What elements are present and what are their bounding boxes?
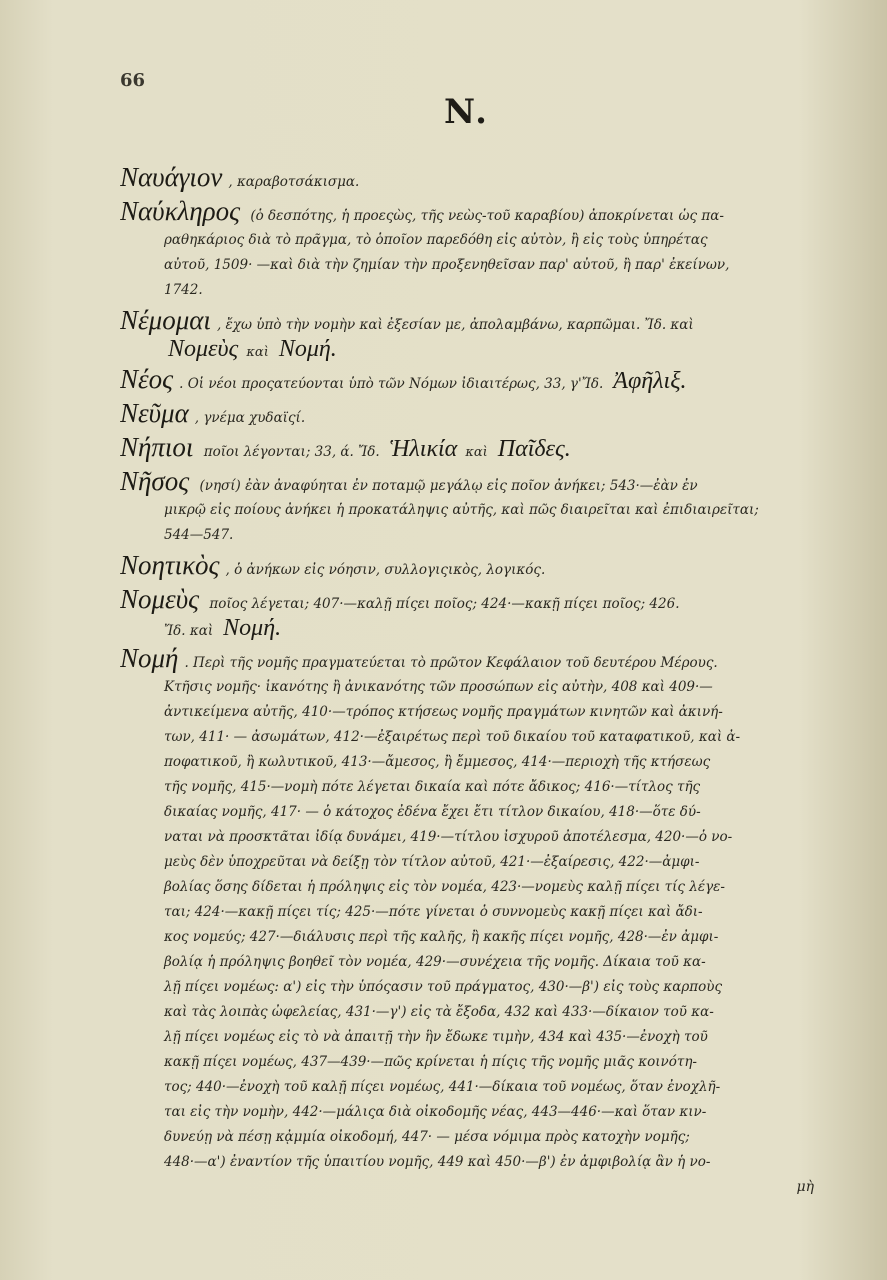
entry-line (120, 1075, 820, 1100)
entry-headword: Ναύκληρος (120, 196, 241, 226)
index-entry (120, 464, 820, 548)
entry-line (120, 1100, 820, 1125)
entry-line (120, 700, 820, 725)
entry-line (120, 582, 820, 616)
entry-text: , ἔχω ὑπὸ τὴν νομὴν καὶ ἐξεσίαν με, ἀπολαμβάνω, καρπῶμαι. Ἴδ. καὶ (216, 317, 694, 333)
entry-text: αὐτοῦ, 1509· —καὶ διὰ τὴν ζημίαν τὴν προξενηθεῖσαν παρ' αὐτοῦ, ἢ παρ' ἐκείνων, (164, 257, 730, 273)
entry-line (120, 675, 820, 700)
entry-line (120, 228, 820, 253)
catchword: μὴ (796, 1179, 814, 1195)
entry-headword: Νέμομαι (120, 305, 211, 335)
entry-line (120, 253, 820, 278)
entry-line (120, 160, 820, 194)
entry-line (120, 523, 820, 548)
index-entry (120, 430, 820, 464)
entry-line (120, 396, 820, 430)
entry-text: τος; 440·—ἐνοχὴ τοῦ καλῇ πίςει νομέως, 441·—δίκαια τοῦ νομέως, ὅταν ἐνοχλῆ- (164, 1079, 721, 1095)
entry-text: κος νομεύς; 427·—διάλυσις περὶ τῆς καλῆς, ἢ κακῆς πίςει νομῆς, 428·—ἐν ἀμφι- (164, 929, 719, 945)
section-letter: Ν. (444, 92, 487, 132)
entry-line (120, 430, 820, 464)
index-entry (120, 548, 820, 582)
entry-line (120, 337, 820, 362)
entry-headword: Νεῦμα (120, 398, 189, 428)
entry-text: , γνέμα χυδαϊςί. (194, 410, 306, 426)
entry-text: ἀντικείμενα αὐτῆς, 410·—τρόπος κτήσεως νομῆς πραγμάτων κινητῶν καὶ ἀκινή- (164, 704, 723, 720)
entry-line (120, 850, 820, 875)
entry-line (120, 1150, 820, 1175)
entry-line (120, 725, 820, 750)
index-entry (120, 362, 820, 396)
entry-line (120, 900, 820, 925)
entry-headword: Νομεὺς (120, 584, 200, 614)
entry-line (120, 548, 820, 582)
entry-line (120, 775, 820, 800)
entry-text: ποφατικοῦ, ἢ κωλυτικοῦ, 413·—ἄμεσος, ἢ ἔμμεσος, 414·—περιοχὴ τῆς κτήσεως (164, 754, 711, 770)
entry-line (120, 950, 820, 975)
entry-text: 544—547. (164, 527, 234, 543)
entry-line (120, 464, 820, 498)
entry-headword: Νοητικὸς (120, 550, 220, 580)
page-number: 66 (120, 70, 146, 91)
cross-reference: Νομεὺς (168, 337, 239, 362)
entry-conjunction: καὶ (242, 345, 269, 360)
entry-line (120, 875, 820, 900)
entry-line (120, 1000, 820, 1025)
entry-text: μεὺς δὲν ὑποχρεῦται νὰ δείξῃ τὸν τίτλον αὐτοῦ, 421·—ἐξαίρεσις, 422·—ἀμφι- (164, 854, 700, 870)
entry-text: δυνεύῃ νὰ πέσῃ κᾀμμία οἰκοδομή, 447· — μέσα νόμιμα πρὸς κατοχὴν νομῆς; (164, 1129, 690, 1145)
entry-text: λῇ πίςει νομέως: α') εἰς τὴν ὑπόςασιν τοῦ πράγματος, 430·—β') εἰς τοὺς καρποὺς (164, 979, 723, 995)
entry-text: (νησί) ἐὰν ἀναφύηται ἐν ποταμῷ μεγάλῳ εἰς ποῖον ἀνήκει; 543·—ἐὰν ἐν (195, 478, 698, 494)
entry-text: ται εἰς τὴν νομὴν, 442·—μάλιςα διὰ οἰκοδομῆς νέας, 443—446·—καὶ ὅταν κιν- (164, 1104, 707, 1120)
index-entry (120, 194, 820, 303)
index-entry (120, 582, 820, 641)
entry-headword: Νέος (120, 364, 174, 394)
entry-headword: Νῆσος (120, 466, 190, 496)
cross-reference: Ἀφῆλιξ. (607, 368, 687, 394)
entry-text: τῆς νομῆς, 415·—νομὴ πότε λέγεται δικαία καὶ πότε ἄδικος; 416·—τίτλος τῆς (164, 779, 701, 795)
cross-reference: Ἡλικία (383, 436, 458, 462)
entry-text: βολίᾳ ἡ πρόληψις βοηθεῖ τὸν νομέα, 429·—συνέχεια τῆς νομῆς. Δίκαια τοῦ κα- (164, 954, 706, 970)
index-entry (120, 160, 820, 194)
entry-line (120, 800, 820, 825)
entry-headword: Ναυάγιον (120, 162, 223, 192)
index-entry (120, 396, 820, 430)
entry-line (120, 975, 820, 1000)
entry-text: , καραβοτσάκισμα. (228, 174, 360, 190)
entry-line (120, 925, 820, 950)
entry-text: καὶ τὰς λοιπὰς ὠφελείας, 431·—γ') εἰς τὰ ἔξοδα, 432 καὶ 433·—δίκαιον τοῦ κα- (164, 1004, 714, 1020)
entry-text: , ὁ ἀνήκων εἰς νόησιν, συλλογιςικὸς, λογικός. (225, 562, 546, 578)
index-body (120, 160, 820, 1200)
entry-text: των, 411· — ἀσωμάτων, 412·—ἐξαιρέτως περὶ τοῦ δικαίου τοῦ καταφατικοῦ, καὶ ἀ- (164, 729, 741, 745)
entry-text: (ὁ δεσπότης, ἡ προεςὼς, τῆς νεὼς-τοῦ καραβίου) ἀποκρίνεται ὡς πα- (246, 208, 724, 224)
entry-line (120, 825, 820, 850)
entry-text: μικρῷ εἰς ποίους ἀνήκει ἡ προκατάληψις αὐτῆς, καὶ πῶς διαιρεῖται καὶ ἐπιδιαιρεῖται; (164, 502, 759, 518)
entry-text: 448·—α') ἐναντίον τῆς ὑπαιτίου νομῆς, 449 καὶ 450·—β') ἐν ἀμφιβολίᾳ ἂν ἡ νο- (164, 1154, 711, 1170)
entry-text: . Περὶ τῆς νομῆς πραγματεύεται τὸ πρῶτον Κεφάλαιον τοῦ δευτέρου Μέρους. (184, 655, 718, 671)
entry-line (120, 278, 820, 303)
entry-conjunction: καὶ (461, 445, 488, 460)
entry-line (120, 1125, 820, 1150)
cross-reference: Νομή. (217, 616, 282, 641)
entry-line (120, 1025, 820, 1050)
cross-reference: Νομή. (272, 337, 337, 362)
entry-text: ται; 424·—κακῇ πίςει τίς; 425·—πότε γίνεται ὁ συννομεὺς κακῇ πίςει καὶ ἄδι- (164, 904, 703, 920)
entry-text: βολίας ὅσης δίδεται ἡ πρόληψις εἰς τὸν νομέα, 423·—νομεὺς καλῇ πίςει τίς λέγε- (164, 879, 725, 895)
entry-line (120, 194, 820, 228)
entry-headword: Νομή (120, 643, 179, 673)
entry-text: ναται νὰ προσκτᾶται ἰδίᾳ δυνάμει, 419·—τίτλου ἰσχυροῦ ἀποτέλεσμα, 420·—ὁ νο- (164, 829, 733, 845)
entry-line (120, 303, 820, 337)
entry-text: λῇ πίςει νομέως εἰς τὸ νὰ ἀπαιτῇ τὴν ἣν ἔδωκε τιμὴν, 434 καὶ 435·—ἐνοχὴ τοῦ (164, 1029, 708, 1045)
entry-headword: Νήπιοι (120, 432, 194, 462)
entry-line (120, 641, 820, 675)
entry-text: κακῇ πίςει νομέως, 437—439·—πῶς κρίνεται ἡ πίςις τῆς νομῆς μιᾶς κοινότη- (164, 1054, 697, 1070)
entry-line (120, 616, 820, 641)
entry-text: Κτῆσις νομῆς· ἱκανότης ἢ ἀνικανότης τῶν προσώπων εἰς αὐτὴν, 408 καὶ 409·— (164, 679, 713, 695)
entry-line (120, 750, 820, 775)
index-entry (120, 641, 820, 1175)
entry-text: Ἴδ. καὶ (164, 623, 214, 639)
entry-text: ποῖοι λέγονται; 33, ά. Ἴδ. (199, 444, 380, 460)
entry-line (120, 362, 820, 396)
entry-text: ραθηκάριος διὰ τὸ πρᾶγμα, τὸ ὁποῖον παρεδόθη εἰς αὐτὸν, ἢ εἰς τοὺς ὑπηρέτας (164, 232, 708, 248)
entry-line (120, 498, 820, 523)
cross-reference: Παῖδες. (491, 436, 571, 462)
entry-line (120, 1050, 820, 1075)
entry-text: . Οἱ νέοι προςατεύονται ὑπὸ τῶν Νόμων ἰδιαιτέρως, 33, γ'Ἴδ. (179, 376, 604, 392)
index-entry (120, 303, 820, 362)
entry-text: δικαίας νομῆς, 417· — ὁ κάτοχος ἐδένα ἔχει ἔτι τίτλον δικαίου, 418·—ὅτε δύ- (164, 804, 701, 820)
entry-text: ποῖος λέγεται; 407·—καλῇ πίςει ποῖος; 424·—κακῇ πίςει ποῖος; 426. (205, 596, 680, 612)
entry-text: 1742. (164, 282, 203, 298)
